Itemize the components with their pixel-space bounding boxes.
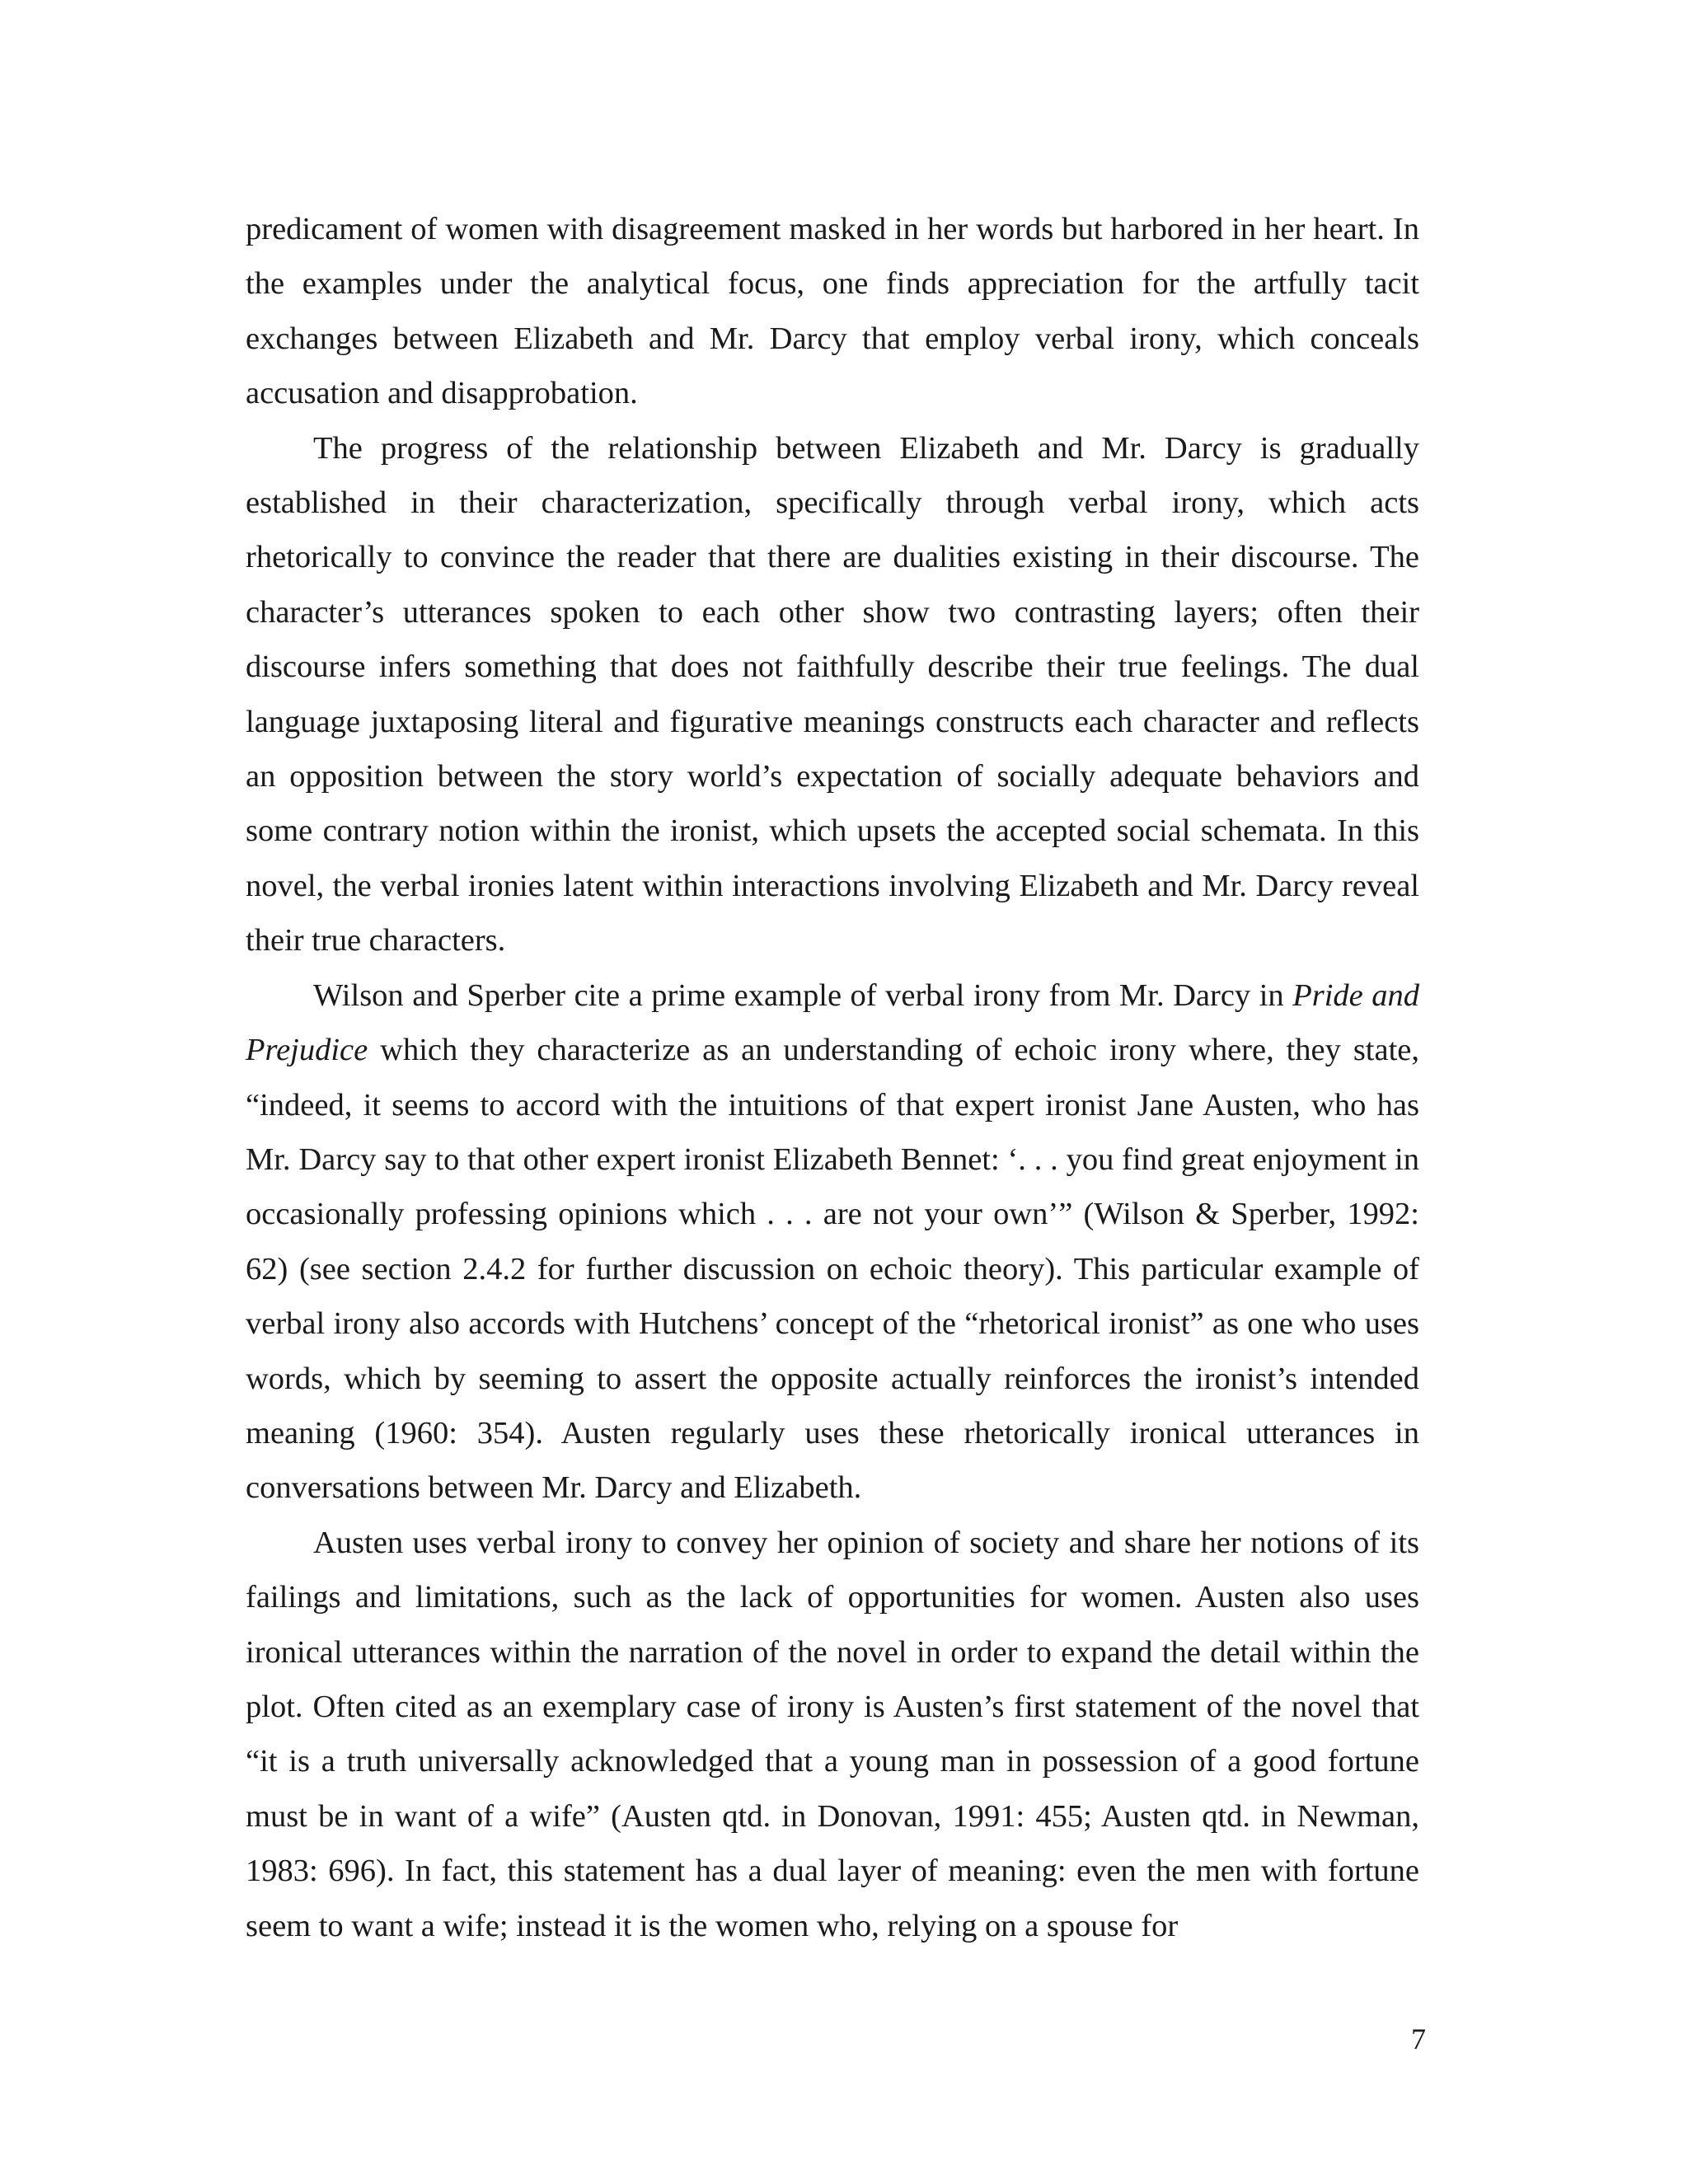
page-number: 7 — [1411, 2022, 1426, 2055]
paragraph-3-text-rest: which they characterize as an understanding of echoic irony where, they state, “indeed, it seems to accord with the intuitions of that expert ironist Jane Austen, who has Mr. Darcy say to that other expert ironist Elizabeth Bennet: ‘. . . you find great enjoyment in occasionally professing opinions which . . . are not your own’” (Wilson & Sperber, 1992: 62) (see section 2.4.2 for further discussion on echoic theory). This particular example of verbal irony also accords with Hutchens’ concept of the “rhetorical ironist” as one who uses words, which by seeming to assert the opposite actually reinforces the ironist’s intended meaning (1960: 354). Austen regularly uses these rhetorically ironical utterances in conversations between Mr. Darcy and Elizabeth. — [246, 1033, 1419, 1506]
paragraph-3-text-start: Wilson and Sperber cite a prime example of verbal irony from Mr. Darcy in — [313, 977, 1293, 1013]
paragraph-1 — [246, 202, 1419, 421]
paragraph-2 — [246, 421, 1419, 968]
paragraph-2-text: The progress of the relationship between Elizabeth and Mr. Darcy is gradually established in their characterization, specifically through verbal irony, which acts rhetorically to convince the reader that there are dualities existing in their discourse. The character’s utterances spoken to each other show two contrasting layers; often their discourse infers something that does not faithfully describe their true feelings. The dual language juxtaposing literal and figurative meanings constructs each character and reflects an opposition between the story world’s expectation of socially adequate behaviors and some contrary notion within the ironist, which upsets the accepted social schemata. In this novel, the verbal ironies latent within interactions involving Elizabeth and Mr. Darcy reveal their true characters. — [246, 430, 1419, 958]
body-text — [246, 202, 1419, 1953]
paragraph-1-text: predicament of women with disagreement masked in her words but harbored in her heart. In the examples under the analytical focus, one finds appreciation for the artfully tacit exchanges between Elizabeth and Mr. Darcy that employ verbal irony, which conceals accusation and disapprobation. — [246, 212, 1419, 411]
paragraph-4 — [246, 1516, 1419, 1953]
paragraph-4-text: Austen uses verbal irony to convey her opinion of society and share her notions of its failings and limitations, such as the lack of opportunities for women. Austen also uses ironical utterances within the narration of the novel in order to expand the detail within the plot. Often cited as an exemplary case of irony is Austen’s first statement of the novel that “it is a truth universally acknowledged that a young man in possession of a good fortune must be in want of a wife” (Austen qtd. in Donovan, 1991: 455; Austen qtd. in Newman, 1983: 696). In fact, this statement has a dual layer of meaning: even the men with fortune seem to want a wife; instead it is the women who, relying on a spouse for — [246, 1525, 1419, 1943]
book-title-pride-and-prejudice: Pride and Prejudice — [246, 977, 1420, 1068]
paragraph-3 — [246, 968, 1419, 1516]
